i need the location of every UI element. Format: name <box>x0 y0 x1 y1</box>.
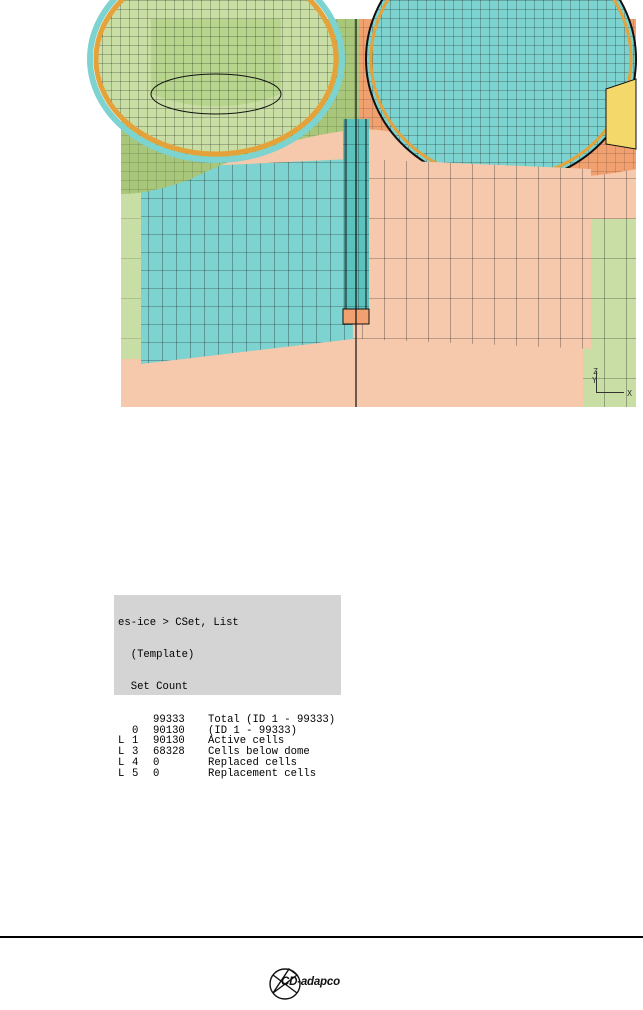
row-flag: L <box>118 767 125 780</box>
row-description: Active cells <box>208 735 285 748</box>
row-count: 99333 <box>153 713 185 726</box>
row-count: 68328 <box>153 746 185 759</box>
axis-triad <box>592 369 632 401</box>
axis-y-label: Y <box>592 376 597 385</box>
row-count: 90130 <box>153 724 185 737</box>
row-set-id: 1 <box>132 735 139 748</box>
row-count: 90130 <box>153 735 185 748</box>
row-set-id: 3 <box>132 746 139 759</box>
console-output <box>114 595 341 780</box>
console-rows <box>118 715 337 780</box>
row-flag: L <box>118 746 125 759</box>
row-count: 0 <box>153 756 160 769</box>
axis-x-label: X <box>627 389 632 398</box>
logo-text: CD-adapco <box>281 976 340 988</box>
axis-line-horizontal <box>596 392 624 393</box>
row-description: Total (ID 1 - 99333) <box>208 713 336 726</box>
footer-divider <box>0 936 643 938</box>
row-description: Replaced cells <box>208 756 298 769</box>
console-header-line <box>118 682 337 693</box>
count-header: Count <box>156 681 188 694</box>
mesh-figure <box>121 19 636 407</box>
row-count: 0 <box>153 767 160 780</box>
row-set-id: 0 <box>132 724 139 737</box>
row-description: Cells below dome <box>208 746 310 759</box>
template-label: (Template) <box>130 648 195 661</box>
console-prompt-line: es-ice > CSet, List <box>118 616 239 629</box>
row-description: (ID 1 - 99333) <box>208 724 298 737</box>
axis-z-label: Z <box>593 367 598 376</box>
row-set-id: 5 <box>132 767 139 780</box>
company-logo <box>267 963 387 1003</box>
console-row <box>118 715 337 726</box>
row-flag: L <box>118 735 125 748</box>
set-header: Set <box>130 681 150 694</box>
mesh-render-image <box>121 19 636 407</box>
row-flag: L <box>118 756 125 769</box>
row-set-id: 4 <box>132 756 139 769</box>
row-description: Replacement cells <box>208 767 317 780</box>
console-template-line <box>118 650 337 661</box>
console-row <box>118 769 337 780</box>
